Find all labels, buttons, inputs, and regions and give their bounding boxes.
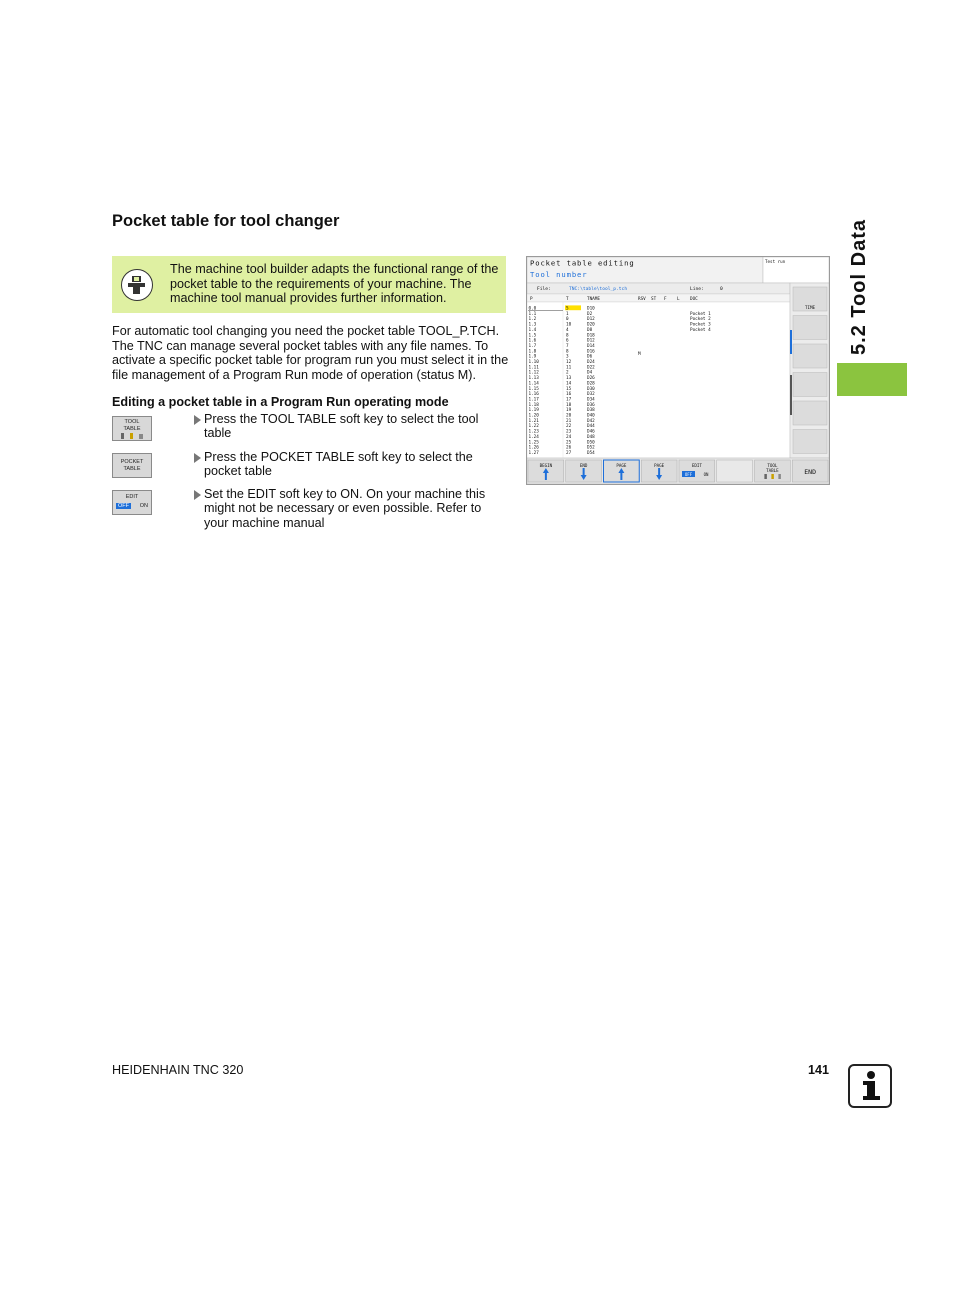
cell-tool: 0 <box>566 317 569 323</box>
chapter-title <box>835 200 875 360</box>
softkey-label: EDIT <box>125 494 139 500</box>
screen-mode-title: Pocket table editing <box>530 258 635 268</box>
cell-pocket: 1.23 <box>528 429 539 435</box>
cell-tool: 8 <box>566 349 569 355</box>
pocket-table-screen <box>527 257 829 484</box>
chapter-tab <box>837 363 907 396</box>
bottom-softkey[interactable] <box>717 460 753 482</box>
cell-pocket: 1.2 <box>528 317 537 323</box>
cell-tname: D10 <box>587 306 595 312</box>
side-softkey[interactable] <box>793 344 827 368</box>
column-header: TNAME <box>587 297 600 302</box>
cell-tname: D2 <box>587 311 593 317</box>
cell-tname: D8 <box>587 327 593 333</box>
cell-pocket: 1.11 <box>528 365 539 371</box>
cell-tname: D44 <box>587 424 595 430</box>
cell-tname: D48 <box>587 434 595 440</box>
cell-tool: 4 <box>566 327 569 333</box>
softkey-label: TABLE <box>123 425 141 432</box>
column-header: P <box>530 297 533 302</box>
cell-tool: 7 <box>566 343 569 349</box>
line-label: Line: <box>690 287 704 292</box>
machine-note-icon <box>121 269 153 301</box>
cell-pocket: 1.17 <box>528 397 539 403</box>
step-text <box>204 487 504 530</box>
cell-doc: Pocket 1 <box>690 311 711 317</box>
cell-pocket: 1.22 <box>528 424 539 430</box>
cell-pocket: 1.9 <box>528 354 537 360</box>
info-icon <box>848 1064 892 1108</box>
cell-pocket: 1.19 <box>528 408 539 414</box>
tool-table-icon <box>778 474 781 479</box>
cell-tool: 11 <box>566 365 572 371</box>
softkey-label: TABLE <box>123 465 141 472</box>
cell-pocket: 1.8 <box>528 349 537 355</box>
footer-product: HEIDENHAIN TNC 320 <box>112 1063 244 1077</box>
bottom-softkey-label: TABLE <box>766 468 779 473</box>
tnc-screen <box>526 256 830 485</box>
step-arrow-icon <box>194 490 201 500</box>
cell-tool: 12 <box>566 360 572 365</box>
cell-pocket: 1.18 <box>528 402 539 408</box>
cell-tool: 15 <box>566 386 572 392</box>
cell-tname: D32 <box>587 392 595 398</box>
intro-paragraph: For automatic tool changing you need the pocket table TOOL_P.TCH. The TNC can manage several pocket tables with any file names. To activate a specific pocket table for program run you must select it in the file management of a Program Run mode of operation (status M). <box>112 324 509 382</box>
step-2-text: Press the POCKET TABLE soft key to select the pocket table <box>204 450 473 479</box>
cell-tname: D26 <box>587 376 595 382</box>
subsection-title: Editing a pocket table in a Program Run operating mode <box>112 395 449 409</box>
edit-off-label: OFF <box>118 502 129 509</box>
cell-tool: 23 <box>566 429 572 435</box>
cell-pocket: 1.5 <box>528 333 537 339</box>
cell-tname: D50 <box>587 440 595 446</box>
edit-on-label: ON <box>703 471 709 477</box>
note-text: The machine tool builder adapts the functional range of the pocket table to the requirements of your machine. The machine tool manual provides further information. <box>170 262 499 306</box>
cell-doc: Pocket 3 <box>690 322 711 328</box>
edit-softkey[interactable] <box>112 490 152 515</box>
cell-tool: 13 <box>566 376 572 382</box>
screen-subtitle: Tool number <box>530 270 588 279</box>
step-text <box>204 450 504 479</box>
bottom-softkey-label: END <box>804 468 816 476</box>
edit-on-label: ON <box>139 502 148 509</box>
cell-pocket: 1.26 <box>528 445 539 451</box>
side-softkey-label: TIME <box>804 305 816 310</box>
cell-tname: D36 <box>587 402 595 408</box>
file-label: File: <box>537 287 551 292</box>
column-header: RSV <box>638 297 646 302</box>
cell-doc: Pocket 4 <box>690 327 711 333</box>
cell-pocket: 1.15 <box>528 386 539 392</box>
cell-tname: D34 <box>587 397 595 403</box>
cell-pocket: 1.27 <box>528 450 539 456</box>
pocket-table-softkey[interactable] <box>112 453 152 478</box>
softkey-label: TOOL <box>124 419 140 425</box>
cell-tname: D4 <box>587 370 593 376</box>
section-title: Pocket table for tool changer <box>112 212 340 230</box>
cell-tname: D6 <box>587 354 593 360</box>
cell-tool: 5 <box>566 306 569 312</box>
cell-tname: D46 <box>587 429 595 435</box>
side-softkey[interactable] <box>793 430 827 454</box>
cell-pocket: 1.14 <box>528 381 539 387</box>
cell-tname: D16 <box>587 349 595 355</box>
cell-tool: 24 <box>566 434 572 440</box>
line-value: 0 <box>720 287 723 292</box>
column-header: L <box>677 297 680 302</box>
cell-pocket: 1.24 <box>528 434 539 440</box>
cell-tname: D54 <box>587 450 595 456</box>
cell-tname: D14 <box>587 343 595 349</box>
cell-pocket: 1.3 <box>528 322 537 328</box>
edit-off-label: OFF <box>684 471 693 477</box>
column-header: T <box>566 297 569 302</box>
cell-tool: 10 <box>566 322 572 328</box>
cell-tname: D22 <box>587 365 595 371</box>
cell-tname: D30 <box>587 386 595 392</box>
cell-tool: 2 <box>566 370 569 376</box>
tool-table-softkey[interactable] <box>112 416 152 441</box>
cell-pocket: 1.21 <box>528 418 539 424</box>
tool-table-icon <box>118 432 146 440</box>
column-header: ST <box>651 297 657 302</box>
cell-tname: D24 <box>587 360 595 365</box>
cell-tool: 21 <box>566 418 572 424</box>
cell-pocket: 1.4 <box>528 327 537 333</box>
cell-tname: D42 <box>587 418 595 424</box>
bottom-softkey-label: PAGE <box>616 463 627 468</box>
cell-tool: 1 <box>566 311 569 317</box>
bottom-softkey-label: PAGE <box>654 463 665 468</box>
cell-pocket: 1.13 <box>528 376 539 382</box>
side-softkey[interactable] <box>793 316 827 340</box>
step-arrow-icon <box>194 453 201 463</box>
tool-table-icon <box>771 474 774 479</box>
cell-doc: Pocket 2 <box>690 317 711 323</box>
cell-tool: 3 <box>566 354 569 360</box>
cell-pocket: 1.10 <box>528 360 539 365</box>
page-number: 141 <box>808 1063 830 1077</box>
cell-pocket: 1.1 <box>528 311 537 317</box>
softkey-label: POCKET <box>120 459 144 465</box>
cell-tname: D12 <box>587 338 595 344</box>
cell-tool: 26 <box>566 445 572 451</box>
cell-tname: D20 <box>587 322 595 328</box>
cell-tname: D40 <box>587 413 595 419</box>
cell-tool: 22 <box>566 424 572 430</box>
step-1-text: Press the TOOL TABLE soft key to select the tool table <box>204 412 479 441</box>
cell-tool: 6 <box>566 338 569 344</box>
cell-st: M <box>638 352 641 358</box>
screen-test-run: Test run <box>765 259 786 264</box>
cell-tname: D28 <box>587 381 595 387</box>
cell-tool: 25 <box>566 440 572 446</box>
bottom-softkey-label: END <box>579 463 588 468</box>
cell-pocket: 1.25 <box>528 440 539 446</box>
step-3-text: Set the EDIT soft key to ON. On your machine this might not be necessary or even possible. Refer to your machine manual <box>204 487 486 530</box>
cell-tname: D38 <box>587 408 595 414</box>
tool-table-icon <box>764 474 767 479</box>
bottom-softkey-label: BEGIN <box>539 463 553 468</box>
file-path: TNC:\table\tool_p.tch <box>569 287 628 292</box>
cell-pocket: 1.7 <box>528 343 537 349</box>
cell-tname: D12 <box>587 317 595 323</box>
cell-tool: 27 <box>566 450 572 456</box>
cell-tool: 18 <box>566 402 572 408</box>
cell-pocket: 1.20 <box>528 413 539 419</box>
cell-pocket: 1.6 <box>528 338 537 344</box>
bottom-softkey-label: TOOL <box>767 463 778 468</box>
cell-tool: 20 <box>566 413 572 419</box>
chapter-title-text: 5.2 Tool Data <box>848 219 870 355</box>
cell-pocket: 1.12 <box>528 370 539 376</box>
cell-tool: 16 <box>566 392 572 398</box>
step-arrow-icon <box>194 415 201 425</box>
bottom-softkey-label: EDIT <box>691 463 702 468</box>
column-header: F <box>664 297 667 302</box>
step-text <box>204 412 504 441</box>
column-header: DOC <box>690 297 698 302</box>
cell-pocket: 0.0 <box>528 306 537 312</box>
side-softkey[interactable] <box>793 401 827 425</box>
cell-tool: 8 <box>566 333 569 339</box>
cell-tname: D52 <box>587 445 595 451</box>
cell-tool: 17 <box>566 397 572 403</box>
cell-pocket: 1.16 <box>528 392 539 398</box>
cell-tool: 14 <box>566 381 572 387</box>
cell-tool: 19 <box>566 408 572 414</box>
cell-tname: D18 <box>587 333 595 339</box>
side-softkey[interactable] <box>793 373 827 397</box>
